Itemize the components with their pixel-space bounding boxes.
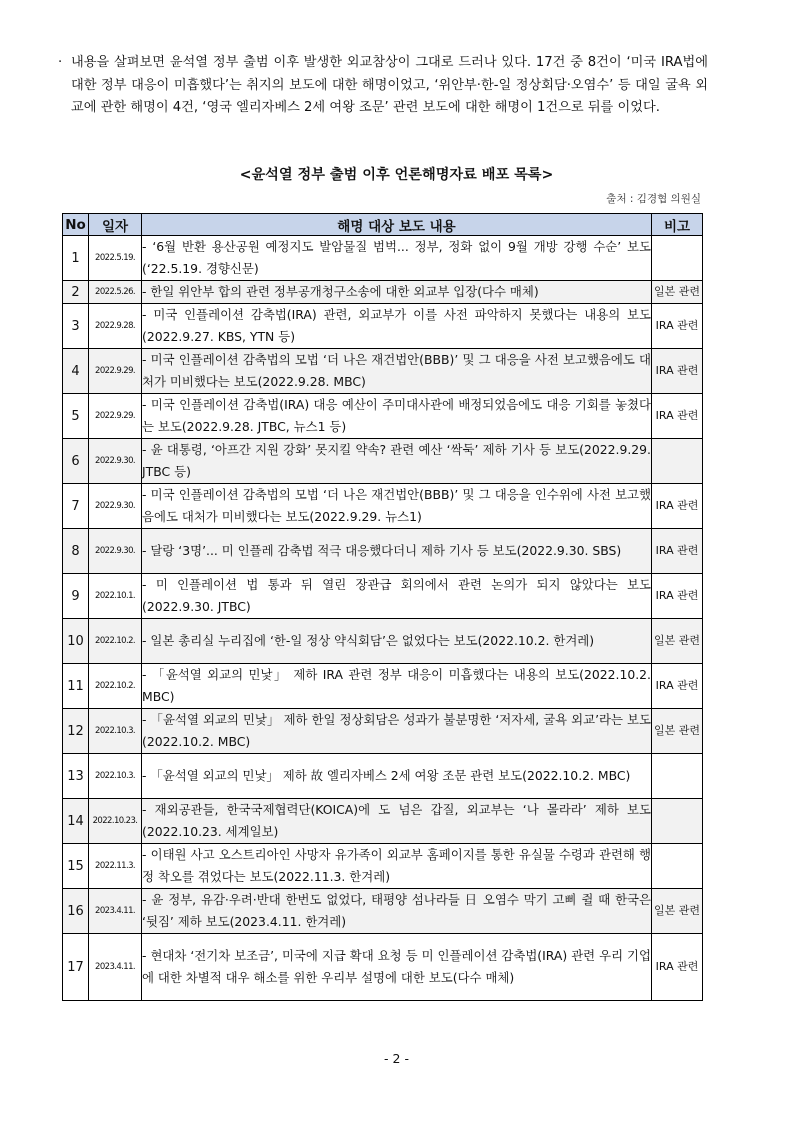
row-content: - 일본 총리실 누리집에 ‘한-일 정상 약식회담’은 없었다는 보도(2022.10.2. 한겨레) [142,619,652,664]
row-content: - 「윤석열 외교의 민낯」 제하 故 엘리자베스 2세 여왕 조문 관련 보도(2022.10.2. MBC) [142,754,652,799]
row-note: IRA 관련 [652,664,703,709]
row-note: IRA 관련 [652,934,703,1001]
row-date: 2022.11.3. [89,844,142,889]
row-content: - 미국 인플레이션 감축법의 모법 ‘더 나은 재건법안(BBB)’ 및 그 대응을 인수위에 사전 보고했음에도 대처가 미비했다는 보도(2022.9.29. 뉴스1) [142,484,652,529]
row-note: IRA 관련 [652,529,703,574]
row-content: - 윤 대통령, ‘아프간 지원 강화’ 못지킬 약속? 관련 예산 ‘싹둑’ 제하 기사 등 보도(2022.9.29. JTBC 등) [142,439,652,484]
row-date: 2023.4.11. [89,889,142,934]
row-note [652,799,703,844]
table-row [63,529,703,574]
intro-text: 내용을 살펴보면 윤석열 정부 출범 이후 발생한 외교참상이 그대로 드러나 있다. 17건 중 8건이 ‘미국 IRA법에 대한 정부 대응이 미흡했다’는 취지의 보도에 대한 해명이었고, ‘위안부·한-일 정상회담·오염수’ 등 대일 굴욕 외교에 관한 해명이 4건, ‘영국 엘리자베스 2세 여왕 조문’ 관련 보도에 대한 해명이 1건으로 뒤를 이었다. [71,55,708,115]
table-row [63,754,703,799]
row-date: 2023.4.11. [89,934,142,1001]
row-number: 8 [63,529,89,574]
row-content: - 미국 인플레이션 감축법의 모법 ‘더 나은 재건법안(BBB)’ 및 그 대응을 사전 보고했음에도 대처가 미비했다는 보도(2022.9.28. MBC) [142,349,652,394]
table-row [63,394,703,439]
header-content: 해명 대상 보도 내용 [142,214,652,236]
row-note: 일본 관련 [652,709,703,754]
row-note: IRA 관련 [652,349,703,394]
row-note: IRA 관련 [652,394,703,439]
row-date: 2022.9.30. [89,484,142,529]
table-row [63,664,703,709]
row-date: 2022.5.26. [89,281,142,304]
table-header-row [63,214,703,236]
row-content: - 윤 정부, 유감·우려·반대 한번도 없었다, 태평양 섬나라들 日 오염수 막기 고삐 쥘 때 한국은 ‘뒷짐’ 제하 보도(2023.4.11. 한겨레) [142,889,652,934]
row-number: 9 [63,574,89,619]
table-row [63,574,703,619]
row-note: 일본 관련 [652,889,703,934]
row-number: 6 [63,439,89,484]
row-date: 2022.10.3. [89,754,142,799]
row-content: - 「윤석열 외교의 민낯」 제하 IRA 관련 정부 대응이 미흡했다는 내용의 보도(2022.10.2. MBC) [142,664,652,709]
table-row [63,439,703,484]
row-date: 2022.5.19. [89,236,142,281]
row-date: 2022.9.28. [89,304,142,349]
row-note: IRA 관련 [652,484,703,529]
table-row [63,304,703,349]
row-date: 2022.9.29. [89,394,142,439]
row-content: - 한일 위안부 합의 관련 정부공개청구소송에 대한 외교부 입장(다수 매체) [142,281,652,304]
source-note: 출처 : 김경협 의원실 [606,193,701,205]
row-content: - 현대차 ‘전기차 보조금’, 미국에 지급 확대 요청 등 미 인플레이션 감축법(IRA) 관련 우리 기업에 대한 차별적 대우 해소를 위한 우리부 설명에 대한 보도(다수 매체) [142,934,652,1001]
bullet-mark: · [58,55,63,70]
row-note [652,236,703,281]
row-number: 14 [63,799,89,844]
row-number: 4 [63,349,89,394]
row-date: 2022.10.3. [89,709,142,754]
table-row [63,844,703,889]
row-number: 10 [63,619,89,664]
row-content: - 「윤석열 외교의 민낯」 제하 한일 정상회담은 성과가 불분명한 ‘저자세, 굴욕 외교’라는 보도(2022.10.2. MBC) [142,709,652,754]
row-content: - 이태원 사고 오스트리아인 사망자 유가족이 외교부 홈페이지를 통한 유실물 수령과 관련해 행정 착오를 겪었다는 보도(2022.11.3. 한겨레) [142,844,652,889]
table-row [63,619,703,664]
row-number: 7 [63,484,89,529]
row-content: - 미 인플레이션 법 통과 뒤 열린 장관급 회의에서 관련 논의가 되지 않았다는 보도(2022.9.30. JTBC) [142,574,652,619]
row-date: 2022.10.2. [89,619,142,664]
header-no: No [63,214,89,236]
row-note: IRA 관련 [652,304,703,349]
row-content: - 재외공관들, 한국국제협력단(KOICA)에 도 넘은 갑질, 외교부는 ‘나 몰라라’ 제하 보도(2022.10.23. 세계일보) [142,799,652,844]
row-number: 15 [63,844,89,889]
row-note: 일본 관련 [652,619,703,664]
row-date: 2022.9.30. [89,439,142,484]
row-number: 13 [63,754,89,799]
intro-paragraph [58,52,708,120]
table-row [63,709,703,754]
row-number: 5 [63,394,89,439]
row-number: 12 [63,709,89,754]
table-row [63,236,703,281]
table-row [63,484,703,529]
row-note: IRA 관련 [652,574,703,619]
row-date: 2022.10.2. [89,664,142,709]
row-note: 일본 관련 [652,281,703,304]
table-title: <윤석열 정부 출범 이후 언론해명자료 배포 목록> [239,167,554,183]
row-note [652,754,703,799]
table-row [63,349,703,394]
row-note [652,439,703,484]
row-date: 2022.9.30. [89,529,142,574]
row-date: 2022.10.23. [89,799,142,844]
row-number: 17 [63,934,89,1001]
row-number: 3 [63,304,89,349]
press-release-table [62,213,703,1001]
row-number: 11 [63,664,89,709]
table-row [63,281,703,304]
page-number: - 2 - [384,1051,409,1066]
row-number: 16 [63,889,89,934]
row-content: - ‘6월 반환 용산공원 예정지도 발암물질 범벅... 정부, 정화 없이 9월 개방 강행 수순’ 보도(‘22.5.19. 경향신문) [142,236,652,281]
row-content: - 달랑 ‘3명’... 미 인플레 감축법 적극 대응했다더니 제하 기사 등 보도(2022.9.30. SBS) [142,529,652,574]
header-note: 비고 [652,214,703,236]
table-row [63,799,703,844]
row-content: - 미국 인플레이션 감축법(IRA) 관련, 외교부가 이를 사전 파악하지 못했다는 내용의 보도(2022.9.27. KBS, YTN 등) [142,304,652,349]
row-number: 1 [63,236,89,281]
row-date: 2022.10.1. [89,574,142,619]
table-row [63,889,703,934]
row-note [652,844,703,889]
row-content: - 미국 인플레이션 감축법(IRA) 대응 예산이 주미대사관에 배정되었음에도 대응 기회를 놓쳤다는 보도(2022.9.28. JTBC, 뉴스1 등) [142,394,652,439]
row-number: 2 [63,281,89,304]
header-date: 일자 [89,214,142,236]
table-row [63,934,703,1001]
row-date: 2022.9.29. [89,349,142,394]
